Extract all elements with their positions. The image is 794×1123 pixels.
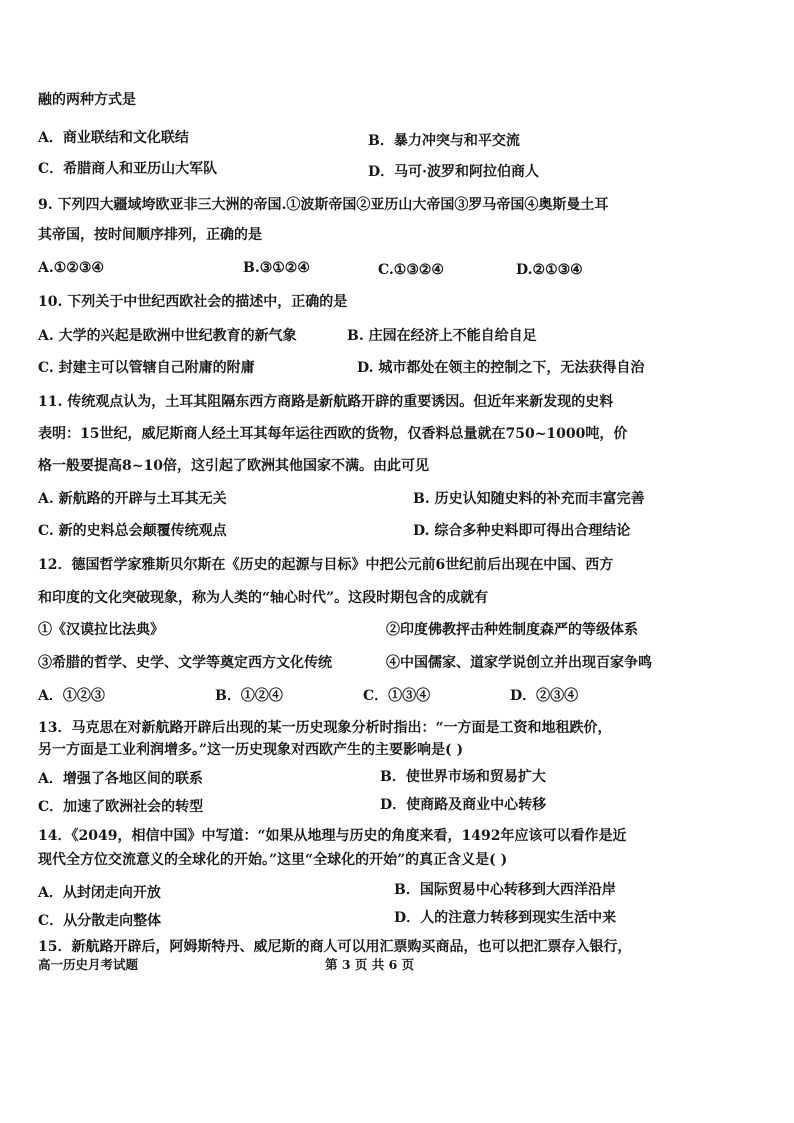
question-12-option-b: B．①②④: [215, 688, 283, 704]
question-11-option-b: B. 历史认知随史料的补充而丰富完善: [413, 491, 645, 507]
question-11-stem-line-1: 11. 传统观点认为，土耳其阻隔东西方商路是新航路开辟的重要诱因。但近年来新发现的史料: [38, 394, 614, 410]
question-9-stem-line-2: 其帝国，按时间顺序排列，正确的是: [38, 227, 262, 243]
question-13-option-b: B．使世界市场和贸易扩大: [380, 769, 546, 785]
question-8-option-a: A．商业联结和文化联结: [38, 130, 189, 146]
question-8-option-c: C．希腊商人和亚历山大军队: [38, 161, 218, 177]
question-8-option-b: B．暴力冲突与和平交流: [368, 133, 520, 149]
question-13-stem-line-2: 另一方面是工业利润增多。”这一历史现象对西欧产生的主要影响是( ): [38, 742, 464, 758]
question-12-item-2: ②印度佛教抨击种姓制度森严的等级体系: [386, 622, 638, 638]
question-13-stem-line-1: 13．马克思在对新航路开辟后出现的某一历史现象分析时指出：“一方面是工资和地租跌价，: [38, 720, 612, 736]
question-9-option-a: A.①②③④: [38, 260, 104, 276]
question-9-option-b: B.③①②④: [243, 260, 310, 276]
question-12-option-a: A．①②③: [38, 688, 105, 704]
question-13-option-a: A．增强了各地区间的联系: [38, 771, 203, 787]
question-13-option-d: D．使商路及商业中心转移: [380, 797, 547, 813]
question-10-option-d: D. 城市都处在领主的控制之下，无法获得自治: [357, 360, 645, 376]
question-14-option-b: B．国际贸易中心转移到大西洋沿岸: [394, 882, 616, 898]
question-12-stem-line-1: 12．德国哲学家雅斯贝尔斯在《历史的起源与目标》中把公元前6世纪前后出现在中国、西方: [38, 557, 614, 573]
question-11-stem-line-3: 格一般要提高8~10倍，这引起了欧洲其他国家不满。由此可见: [38, 458, 429, 474]
question-14-option-d: D．人的注意力转移到现实生活中来: [394, 910, 617, 926]
question-11-option-a: A. 新航路的开辟与土耳其无关: [38, 491, 227, 507]
question-9-option-d: D.②①③④: [516, 262, 583, 278]
question-11-option-d: D. 综合多种史料即可得出合理结论: [413, 523, 631, 539]
question-10-option-a: A. 大学的兴起是欧洲中世纪教育的新气象: [38, 328, 297, 344]
question-12-option-d: D．②③④: [510, 688, 579, 704]
question-8-stem-continuation: 融的两种方式是: [38, 92, 136, 108]
question-15-stem: 15．新航路开辟后，阿姆斯特丹、威尼斯的商人可以用汇票购买商品，也可以把汇票存入银行，: [38, 939, 632, 955]
question-14-option-a: A．从封闭走向开放: [38, 885, 161, 901]
question-12-item-1: ①《汉谟拉比法典》: [38, 622, 164, 638]
question-10-option-c: C. 封建主可以管辖自己附庸的附庸: [38, 360, 255, 376]
question-9-option-c: C.①③②④: [378, 262, 444, 278]
question-11-option-c: C. 新的史料总会颠覆传统观点: [38, 523, 227, 539]
question-12-option-c: C．①③④: [363, 688, 431, 704]
question-10-stem: 10. 下列关于中世纪西欧社会的描述中，正确的是: [38, 294, 348, 310]
question-13-option-c: C．加速了欧洲社会的转型: [38, 799, 204, 815]
question-8-option-d: D．马可·波罗和阿拉伯商人: [368, 164, 540, 180]
question-9-stem-line-1: 9. 下列四大疆域垮欧亚非三大洲的帝国.①波斯帝国②亚历山大帝国③罗马帝国④奥斯曼土耳: [38, 197, 609, 213]
question-10-option-b: B. 庄园在经济上不能自给自足: [347, 328, 537, 344]
question-14-stem-line-1: 14．《2049，相信中国》中写道：“如果从地理与历史的角度来看，1492年应该可以看作是近: [38, 828, 627, 844]
question-14-stem-line-2: 现代全方位交流意义的全球化的开始。”这里“全球化的开始”的真正含义是( ): [38, 852, 508, 868]
footer-exam-title: 高一历史月考试题: [38, 957, 139, 972]
question-11-stem-line-2: 表明：15世纪，威尼斯商人经土耳其每年运往西欧的货物，仅香料总量就在750~1000吨，价: [38, 426, 628, 442]
question-12-item-3: ③希腊的哲学、史学、文学等奠定西方文化传统: [38, 655, 332, 671]
question-14-option-c: C．从分散走向整体: [38, 913, 162, 929]
question-12-stem-line-2: 和印度的文化突破现象，称为人类的“轴心时代”。这段时期包含的成就有: [38, 590, 489, 606]
question-12-item-4: ④中国儒家、道家学说创立并出现百家争鸣: [386, 655, 652, 671]
footer-page-number: 第 3 页 共 6 页: [325, 957, 415, 972]
